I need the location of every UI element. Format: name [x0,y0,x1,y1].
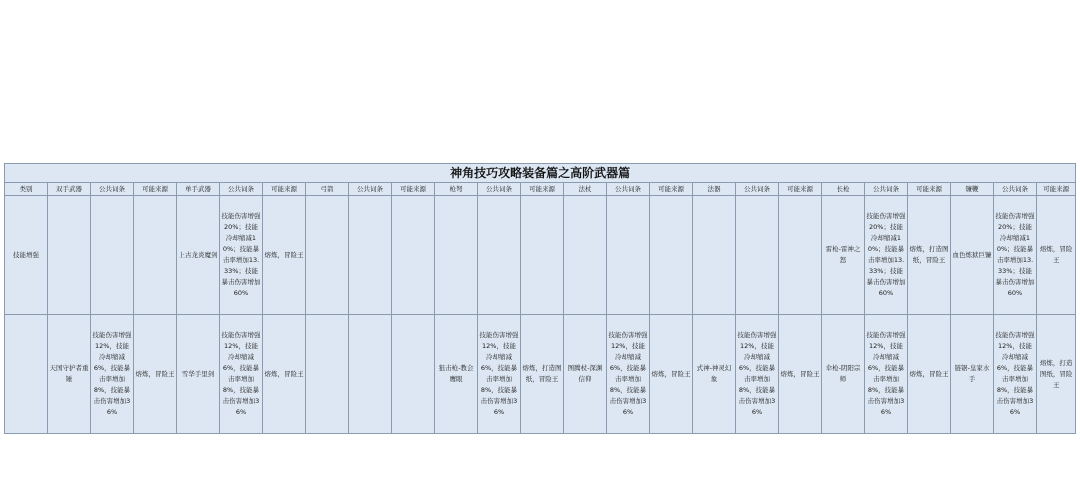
table-cell: 链锯-皇家水手 [951,315,994,434]
table-cell [306,315,349,434]
column-header: 长枪 [822,183,865,196]
table-cell [607,196,650,315]
column-header: 弓箭 [306,183,349,196]
table-cell [306,196,349,315]
table-cell [392,196,435,315]
column-header: 可能来源 [779,183,822,196]
table-cell [650,196,693,315]
table-cell: 上古龙炎魔剑 [177,196,220,315]
column-header: 单手武器 [177,183,220,196]
table-cell: 图腾杖-深渊信仰 [564,315,607,434]
table-cell: 熔炼，冒险王 [779,315,822,434]
table-cell: 熔炼，冒险王 [134,315,177,434]
table-cell: 技能伤害增强12%，技能冷却缩减6%，技能暴击率增加8%，技能暴击伤害增加36% [607,315,650,434]
column-header: 镰鞭 [951,183,994,196]
column-header: 公共词条 [607,183,650,196]
table-cell [134,196,177,315]
table-cell: 技能伤害增强12%，技能冷却缩减6%，技能暴击率增加8%，技能暴击伤害增加36% [865,315,908,434]
column-header: 可能来源 [521,183,564,196]
table-cell [564,196,607,315]
category-cell [5,315,48,434]
table-cell [693,196,736,315]
table-cell: 熔炼，冒险王 [263,315,306,434]
column-header: 公共词条 [91,183,134,196]
table-cell [91,196,134,315]
table-cell: 技能伤害增强20%；技能冷却缩减10%；技能暴击率增加13.33%；技能暴击伤害增加60% [994,196,1037,315]
table-row [5,196,1076,315]
column-header: 可能来源 [1037,183,1076,196]
column-header: 公共词条 [220,183,263,196]
column-header: 公共词条 [478,183,521,196]
table-cell: 狙击枪-教会鹰眼 [435,315,478,434]
table-cell [349,315,392,434]
table-cell: 血色炼狱巨镰 [951,196,994,315]
column-header: 公共词条 [349,183,392,196]
table-row [5,315,1076,434]
column-header: 法器 [693,183,736,196]
column-header: 公共词条 [994,183,1037,196]
header-row [5,183,1076,196]
table-cell: 熔炼，冒险王 [908,315,951,434]
category-cell: 技能增强 [5,196,48,315]
column-header: 可能来源 [134,183,177,196]
table-cell: 技能伤害增强12%，技能冷却缩减6%，技能暴击率增加8%，技能暴击伤害增加36% [736,315,779,434]
column-header: 可能来源 [908,183,951,196]
table-title: 神角技巧攻略装备篇之高阶武器篇 [5,164,1076,183]
table-cell: 式神-神灵幻象 [693,315,736,434]
table-cell [349,196,392,315]
table-cell: 伞枪-阴阳宗师 [822,315,865,434]
column-header: 可能来源 [263,183,306,196]
table-cell: 熔炼，打造图纸，冒险王 [521,315,564,434]
column-header: 双手武器 [48,183,91,196]
table-cell: 技能伤害增强12%，技能冷却缩减6%，技能暴击率增加8%，技能暴击伤害增加36% [994,315,1037,434]
table-cell: 熔炼，打造图纸，冒险王 [908,196,951,315]
table-cell: 技能伤害增强12%，技能冷却缩减6%，技能暴击率增加8%，技能暴击伤害增加36% [478,315,521,434]
table-cell [478,196,521,315]
table-cell: 技能伤害增强20%；技能冷却缩减10%；技能暴击率增加13.33%；技能暴击伤害增加60% [865,196,908,315]
table-cell: 雪华手里剑 [177,315,220,434]
column-header: 可能来源 [650,183,693,196]
column-header: 类别 [5,183,48,196]
table-cell: 技能伤害增强12%，技能冷却缩减6%，技能暴击率增加8%，技能暴击伤害增加36% [91,315,134,434]
table-cell: 熔炼，冒险王 [263,196,306,315]
table-cell: 天国守护者重锤 [48,315,91,434]
table-cell [392,315,435,434]
table-cell: 技能伤害增强12%，技能冷却缩减6%，技能暴击率增加8%，技能暴击伤害增加36% [220,315,263,434]
table-cell: 熔炼，打造图纸，冒险王 [1037,315,1076,434]
table-cell [48,196,91,315]
table-cell [521,196,564,315]
column-header: 公共词条 [736,183,779,196]
table-cell: 技能伤害增强20%；技能冷却缩减10%；技能暴击率增加13.33%；技能暴击伤害增加60% [220,196,263,315]
column-header: 可能来源 [392,183,435,196]
table-cell: 雷枪-雷神之怒 [822,196,865,315]
weapon-table [4,163,1076,434]
column-header: 公共词条 [865,183,908,196]
table-cell [736,196,779,315]
table-cell: 熔炼，冒险王 [650,315,693,434]
table-cell: 熔炼，冒险王 [1037,196,1076,315]
table-cell [779,196,822,315]
column-header: 法杖 [564,183,607,196]
table-cell [435,196,478,315]
column-header: 枪弩 [435,183,478,196]
